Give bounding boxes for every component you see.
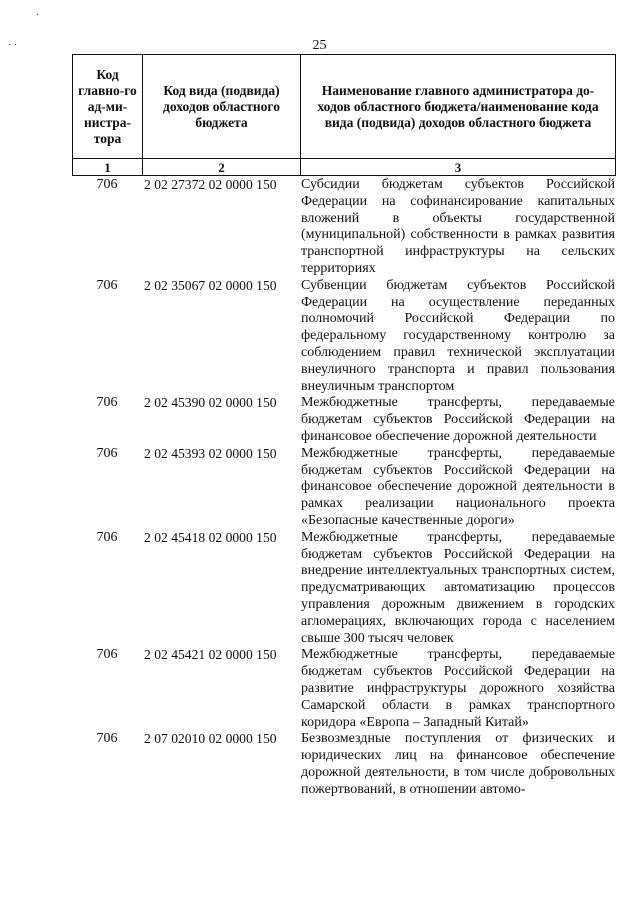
- income-code: 2 02 45418 02 0000 150: [144, 529, 277, 545]
- income-description: Субвенции бюджетам субъектов Российской Федерации на осуществление переданных полномочий Российской Федерации по федеральному государственному контролю за соблюдением правил технической эксплуатации внеуличного транспорта и правил пользования внеуличным транспортом: [301, 277, 615, 394]
- table-header: [72, 54, 616, 176]
- income-description: Межбюджетные трансферты, передаваемые бюджетам субъектов Российской Федерации на внедрение интеллектуальных транспортных систем, предусматривающих автоматизацию процессов управления дорожным движением в городских агломерациях, включающих города с населением свыше 300 тысяч человек: [301, 529, 615, 646]
- income-description: Межбюджетные трансферты, передаваемые бюджетам субъектов Российской Федерации на финансовое обеспечение дорожной деятельности: [301, 395, 615, 444]
- page-number: 25: [312, 38, 327, 53]
- income-code: 2 02 45390 02 0000 150: [144, 395, 277, 411]
- header-num-2: 2: [143, 159, 301, 176]
- income-code: 2 02 45393 02 0000 150: [144, 445, 277, 461]
- admin-code: 706: [96, 445, 118, 461]
- header-num-1: 1: [73, 159, 143, 176]
- admin-code: 706: [96, 177, 118, 192]
- income-code: 2 02 27372 02 0000 150: [144, 177, 277, 192]
- admin-code: 706: [96, 277, 118, 293]
- table-row: [72, 530, 615, 648]
- table-row: [72, 177, 615, 278]
- income-code: 2 02 45421 02 0000 150: [144, 647, 277, 663]
- admin-code: 706: [96, 395, 118, 411]
- income-description: Межбюджетные трансферты, передаваемые бюджетам субъектов Российской Федерации на развитие инфраструктуры дорожного хозяйства Самарской области в рамках транспортного коридора «Европа – Западный Китай»: [301, 647, 615, 730]
- income-description: Межбюджетные трансферты, передаваемые бюджетам субъектов Российской Федерации на финансовое обеспечение дорожной деятельности в рамках реализации национального проекта «Безопасные качественные дороги»: [301, 445, 615, 528]
- table-row: [72, 731, 615, 798]
- income-description: Субсидии бюджетам субъектов Российской Федерации на софинансирование капитальных вложений в объекты государственной (муниципальной) собственности в рамках развития транспортной инфраструктуры на сельских территориях: [301, 177, 615, 276]
- income-code: 2 02 35067 02 0000 150: [144, 277, 277, 293]
- table-row: [72, 278, 615, 396]
- admin-code: 706: [96, 529, 118, 545]
- table-row: [72, 446, 615, 530]
- table-row: [72, 395, 615, 445]
- header-admin-code: Код главно-го ад-ми-нистра-тора: [73, 55, 143, 159]
- header-name: [301, 55, 616, 159]
- header-num-3: 3: [301, 159, 616, 176]
- income-code: 2 07 02010 02 0000 150: [144, 731, 277, 747]
- table-body: [72, 177, 615, 798]
- table-row: [72, 647, 615, 731]
- header-name-text: Наименование главного администратора до-ходов областного бюджета/наименование кода вида (подвида) доходов областного бюджета: [317, 82, 599, 130]
- admin-code: 706: [96, 647, 118, 663]
- admin-code: 706: [96, 731, 118, 747]
- header-income-code: Код вида (подвида) доходов областного бюджета: [143, 55, 301, 159]
- scan-mark: ·: [36, 10, 40, 21]
- scan-mark: · ·: [8, 40, 18, 51]
- income-description: Безвозмездные поступления от физических и юридических лиц на финансовое обеспечение дорожной деятельности, в том числе добровольных пожертвований, в отношении автомо-: [301, 731, 615, 797]
